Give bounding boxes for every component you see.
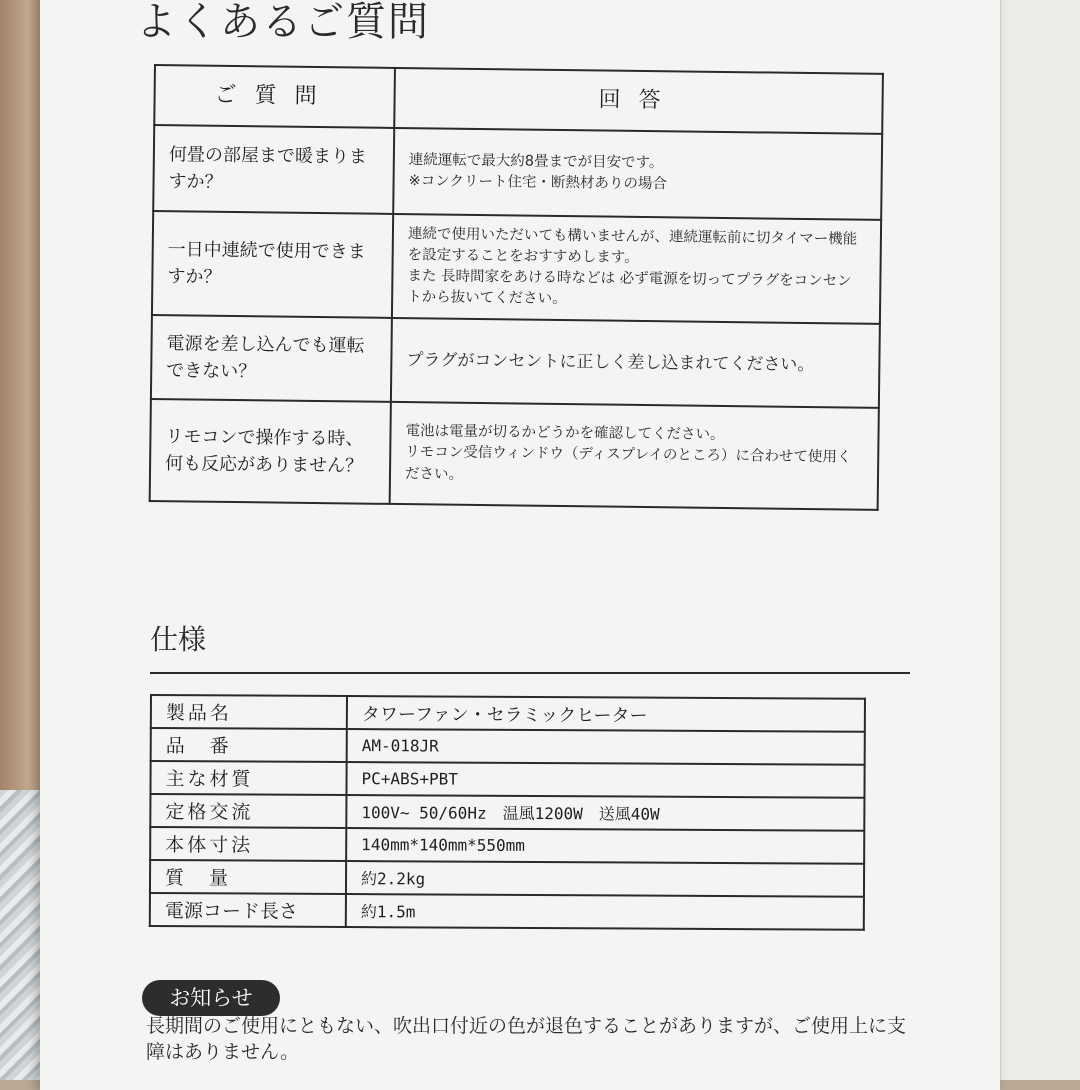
spec-row — [150, 860, 864, 897]
faq-row — [150, 399, 879, 510]
spec-row — [150, 794, 864, 831]
faq-question: 何畳の部屋まで暖まりますか？ — [153, 125, 394, 214]
spec-key: 主な材質 — [150, 761, 346, 795]
notice-badge: お知らせ — [142, 980, 280, 1016]
spec-key: 本体寸法 — [150, 827, 346, 861]
manual-page — [40, 0, 1000, 1090]
faq-header-question: ご質問 — [154, 65, 395, 128]
next-page-edge — [1000, 0, 1080, 1080]
faq-table — [149, 64, 884, 511]
faq-answer: 連続で使用いただいても構いませんが、連続運転前に切タイマー機能を設定することをおすすめします。 また 長時間家をあける時などは 必ず電源を切ってプラグをコンセントから抜いてください。 — [392, 214, 881, 324]
faq-question: リモコンで操作する時、何も反応がありません？ — [150, 399, 391, 504]
faq-row — [151, 315, 880, 408]
notice-text: 長期間のご使用にともない、吹出口付近の色が退色することがありますが、ご使用上に支障はありません。 — [146, 1015, 907, 1063]
spec-row — [150, 827, 864, 864]
spec-value: PC+ABS+PBT — [346, 762, 864, 798]
spec-key: 定格交流 — [150, 794, 346, 828]
spec-row — [151, 695, 865, 732]
faq-answer: プラグがコンセントに正しく差し込まれてください。 — [391, 318, 880, 408]
faq-row — [153, 125, 882, 220]
faq-answer: 連続運転で最大約8畳までが目安です。 ※コンクリート住宅・断熱材ありの場合 — [393, 128, 882, 220]
faq-title: よくあるご質問 — [136, 0, 430, 45]
faq-question: 電源を差し込んでも運転できない？ — [151, 315, 392, 402]
faq-row — [152, 211, 881, 324]
spec-value: AM-018JR — [347, 729, 865, 765]
spec-key: 製品名 — [151, 695, 347, 729]
spec-row — [150, 893, 864, 930]
spec-row — [151, 728, 865, 765]
faq-question: 一日中連続で使用できますか？ — [152, 211, 393, 318]
spec-key: 質 量 — [150, 860, 346, 894]
faq-answer: 電池は電量が切るかどうかを確認してください。 リモコン受信ウィンドウ（ディスプレイのところ）に合わせて使用ください。 — [390, 402, 879, 510]
spec-title: 仕様 — [150, 623, 207, 656]
spec-value: 140mm*140mm*550mm — [346, 828, 864, 864]
spec-value: 約2.2kg — [346, 861, 864, 897]
spec-value: タワーファン・セラミックヒーター — [347, 696, 865, 732]
spec-table — [149, 694, 866, 931]
spec-divider — [150, 672, 910, 674]
spec-value: 100V~ 50/60Hz 温風1200W 送風40W — [346, 795, 864, 831]
spec-key: 品 番 — [151, 728, 347, 762]
spec-row — [150, 761, 864, 798]
spec-key: 電源コード長さ — [150, 893, 346, 927]
spec-value: 約1.5m — [346, 894, 864, 930]
faq-header-answer: 回答 — [394, 68, 883, 134]
